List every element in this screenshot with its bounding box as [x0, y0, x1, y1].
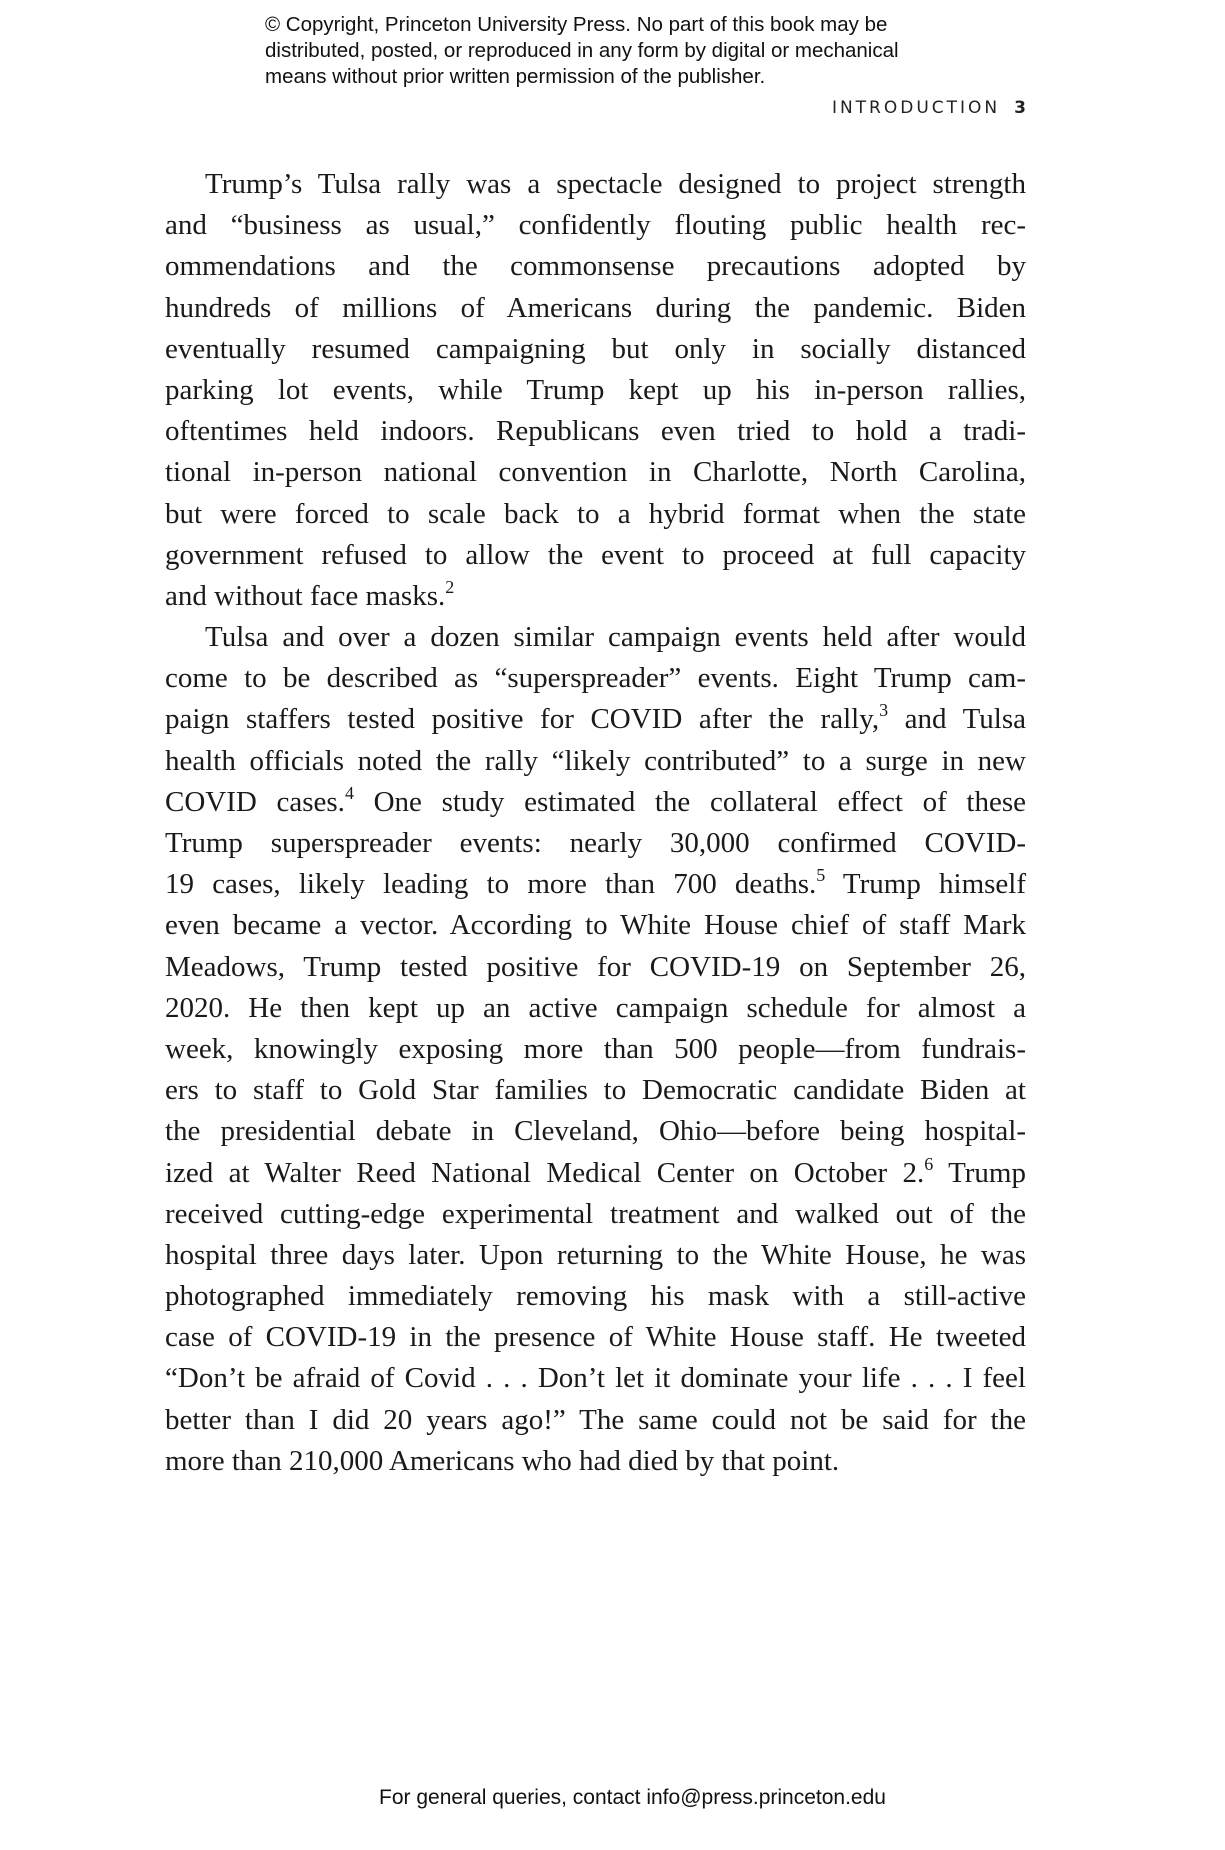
text-line: received cutting-edge experimental treatment and walked out of the — [165, 1197, 1026, 1230]
footnote-ref[interactable]: 5 — [816, 865, 826, 886]
text-line: Trump’s Tulsa rally was a spectacle designed to project strength — [205, 168, 1026, 200]
text-line: government refused to allow the event to proceed at full capacity — [165, 538, 1026, 571]
page-number: 3 — [1014, 98, 1026, 118]
text-line: the presidential debate in Cleveland, Ohio—before being hospital- — [165, 1115, 1026, 1148]
text-segment: Trump himself — [825, 868, 1026, 901]
text-line: but were forced to scale back to a hybrid format when the state — [165, 497, 1026, 530]
text-line: 2020. He then kept up an active campaign schedule for almost a — [165, 991, 1026, 1024]
text-line: Trump superspreader events: nearly 30,000 confirmed COVID- — [165, 827, 1026, 859]
text-line: even became a vector. According to White House chief of staff Mark — [165, 909, 1026, 942]
text-line — [165, 1153, 1026, 1194]
text-segment: paign staffers tested positive for COVID after the rally, — [165, 703, 880, 736]
text-line: tional in-person national convention in Charlotte, North Carolina, — [165, 456, 1026, 489]
footnote-ref[interactable]: 4 — [344, 782, 354, 803]
text-line: ers to staff to Gold Star families to Democratic candidate Biden at — [165, 1074, 1026, 1107]
footnote-ref[interactable]: 6 — [924, 1153, 934, 1174]
copyright-line: © Copyright, Princeton University Press. No part of this book may be — [265, 13, 888, 36]
text-line: more than 210,000 Americans who had died by that point. — [165, 1444, 840, 1477]
paragraph-1 — [165, 164, 1026, 617]
text-line — [165, 864, 1026, 905]
text-line — [165, 699, 1026, 740]
footnote-ref[interactable]: 2 — [445, 576, 455, 597]
text-segment: Trump — [933, 1156, 1026, 1189]
text-line: case of COVID-19 in the presence of White House staff. He tweeted — [165, 1321, 1026, 1354]
section-title: INTRODUCTION — [831, 98, 1001, 118]
text-line: “Don’t be afraid of Covid . . . Don’t let it dominate your life . . . I feel — [165, 1362, 1026, 1395]
text-line: photographed immediately removing his mask with a still-active — [165, 1280, 1026, 1313]
text-line: hospital three days later. Upon returning to the White House, he was — [165, 1238, 1026, 1271]
text-segment: 19 cases, likely leading to more than 700 deaths. — [165, 868, 817, 901]
running-head — [832, 98, 1026, 118]
copyright-notice — [265, 12, 985, 90]
text-line: come to be described as “superspreader” events. Eight Trump cam- — [165, 662, 1026, 695]
footer-contact — [0, 1786, 1225, 1810]
text-line: parking lot events, while Trump kept up his in-person rallies, — [165, 373, 1026, 406]
text-line: better than I did 20 years ago!” The same could not be said for the — [165, 1403, 1026, 1436]
text-line: week, knowingly exposing more than 500 people—from fundrais- — [165, 1032, 1026, 1065]
text-line: ommendations and the commonsense precautions adopted by — [165, 250, 1026, 283]
copyright-line: means without prior written permission of the publisher. — [265, 65, 766, 88]
text-segment: and without face masks. — [165, 579, 446, 612]
text-line — [165, 576, 1026, 617]
text-line: and “business as usual,” confidently flouting public health rec- — [165, 209, 1026, 242]
text-segment: One study estimated the collateral effect of these — [353, 785, 1027, 818]
text-line — [165, 782, 1026, 823]
copyright-line: distributed, posted, or reproduced in any form by digital or mechanical — [265, 39, 899, 62]
text-line: Meadows, Trump tested positive for COVID-19 on September 26, — [165, 950, 1026, 983]
footer-text: For general queries, contact info@press.princeton.edu — [379, 1786, 886, 1809]
text-line: eventually resumed campaigning but only in socially distanced — [165, 332, 1026, 365]
text-segment: COVID cases. — [165, 785, 345, 818]
paragraph-2 — [165, 617, 1026, 1482]
text-line: oftentimes held indoors. Republicans even tried to hold a tradi- — [165, 415, 1026, 448]
footnote-ref[interactable]: 3 — [879, 700, 889, 721]
text-line: health officials noted the rally “likely contributed” to a surge in new — [165, 744, 1026, 777]
text-line: Tulsa and over a dozen similar campaign events held after would — [205, 621, 1026, 654]
body-text — [165, 164, 1026, 1482]
text-line: hundreds of millions of Americans during the pandemic. Biden — [165, 291, 1026, 324]
text-segment: ized at Walter Reed National Medical Center on October 2. — [165, 1156, 925, 1189]
text-segment: and Tulsa — [888, 703, 1026, 736]
